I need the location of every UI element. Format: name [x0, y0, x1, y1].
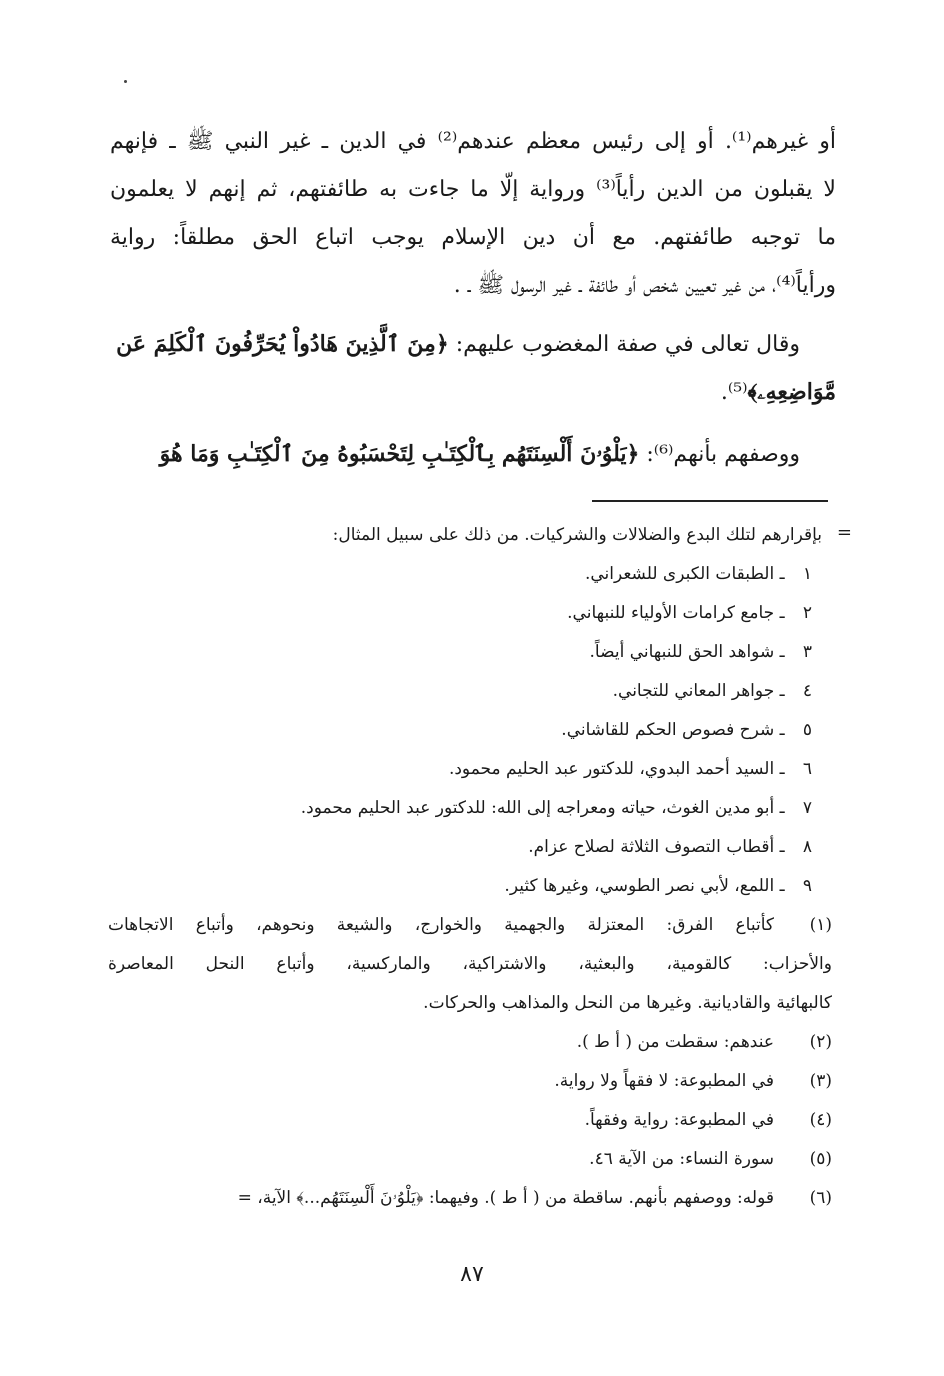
list-number: ٣ — [802, 642, 812, 662]
list-item — [108, 633, 832, 672]
continuation-mark: = — [836, 522, 852, 543]
footnote-text: كالبهائية والقاديانية. وغيرها من النحل والمذاهب والحركات. — [423, 993, 832, 1013]
footnote-number: (٤) — [809, 1110, 832, 1130]
main-text-line: لا يقبلون من الدين رأياً⁽³⁾ ورواية إلّا ما جاءت به طائفتهم، ثم إنهم لا يعلمون — [110, 177, 836, 202]
list-text: ـ جامع كرامات الأولياء للنبهاني. — [567, 603, 785, 623]
paragraph-lead: ووصفهم بأنهم⁽⁶⁾: — [639, 442, 800, 467]
list-number: ٨ — [802, 837, 812, 857]
list-number: ١ — [802, 564, 812, 584]
notes-intro: بإقرارهم لتلك البدع والضلالات والشركيات. من ذلك على سبيل المثال: — [332, 525, 822, 545]
main-text — [110, 118, 836, 478]
footnote-text: والأحزاب: كالقومية، والبعثية، والاشتراكية، والماركسية، وأتباع النحل المعاصرة — [108, 954, 832, 974]
list-item — [108, 750, 832, 789]
list-text: ـ جواهر المعاني للتجاني. — [612, 681, 785, 701]
list-text: ـ الطبقات الكبرى للشعراني. — [584, 564, 785, 584]
list-item — [108, 828, 832, 867]
footnote-6 — [108, 1179, 832, 1218]
footnote-number: (١) — [809, 915, 832, 935]
list-item — [108, 711, 832, 750]
list-text: ـ السيد أحمد البدوي، للدكتور عبد الحليم محمود. — [448, 759, 785, 779]
list-item — [108, 867, 832, 906]
paragraph-lead: وقال تعالى في صفة المغضوب عليهم: — [448, 332, 800, 357]
list-text: ـ اللمع، لأبي نصر الطوسي، وغيرها كثير. — [504, 876, 785, 896]
footnote-number: (٣) — [809, 1071, 832, 1091]
footnote-separator — [592, 500, 828, 502]
list-text: ـ أقطاب التصوف الثلاثة لصلاح عزام. — [528, 837, 785, 857]
main-text-line: ما توجبه طائفتهم. مع أن دين الإسلام يوجب اتباع الحق مطلقاً: رواية — [110, 225, 836, 250]
list-text: ـ أبو مدين الغوث، حياته ومعراجه إلى الله: للدكتور عبد الحليم محمود. — [300, 798, 785, 818]
footnote-number: (٦) — [809, 1188, 832, 1208]
footnote-1 — [108, 906, 832, 945]
list-number: ٥ — [802, 720, 812, 740]
footnote-text: قوله: ووصفهم بأنهم. ساقطة من ( أ ط ). وفيهما: ﴿يَلْوُۥنَ أَلْسِنَتَهُم...﴾ الآية، = — [237, 1188, 774, 1208]
list-number: ٢ — [802, 603, 812, 623]
ink-speck — [124, 80, 127, 83]
footnote-4 — [108, 1101, 832, 1140]
paragraph-quote-2 — [110, 430, 836, 478]
quran-verse: مَّوَاضِعِهِۦ﴾ — [747, 379, 836, 405]
list-number: ٦ — [802, 759, 812, 779]
footnote-text: عندهم: سقطت من ( أ ط ). — [576, 1032, 774, 1052]
list-text: ـ شرح فصوص الحكم للقاشاني. — [561, 720, 785, 740]
list-item — [108, 672, 832, 711]
footnote-5 — [108, 1140, 832, 1179]
footnotes-section — [108, 516, 832, 1218]
list-item — [108, 594, 832, 633]
quran-verse: ﴿مِنَ ٱلَّذِينَ هَادُواْ يُحَرِّفُونَ ٱلْكَلِمَ عَن — [116, 331, 449, 357]
list-number: ٤ — [802, 681, 812, 701]
main-text-line: أو غيرهم⁽¹⁾. أو إلى رئيس معظم عندهم⁽²⁾ في الدين ـ غير النبي ﷺ ـ فإنهم — [110, 129, 836, 154]
footnote-number: (٥) — [809, 1149, 832, 1169]
footnote-text: في المطبوعة: لا فقهاً ولا رواية. — [554, 1071, 774, 1091]
list-item — [108, 555, 832, 594]
list-text: ـ شواهد الحق للنبهاني أيضاً. — [589, 642, 785, 662]
paragraph-quote-1-cont — [110, 368, 836, 416]
quran-verse: ﴿يَلْوُۥنَ أَلْسِنَتَهُم بِٱلْكِتَـٰبِ لِتَحْسَبُوهُ مِنَ ٱلْكِتَـٰبِ وَمَا هُوَ — [159, 441, 640, 467]
footnote-number: (٢) — [809, 1032, 832, 1052]
list-item — [108, 789, 832, 828]
list-number: ٩ — [802, 876, 812, 896]
footnote-text: سورة النساء: من الآية ٤٦. — [589, 1149, 774, 1169]
footnote-text: في المطبوعة: رواية وفقهاً. — [584, 1110, 774, 1130]
footnote-text: كأتباع الفرق: المعتزلة والجهمية والخوارج، والشيعة ونحوهم، وأتباع الاتجاهات — [108, 915, 774, 935]
list-number: ٧ — [802, 798, 812, 818]
footnote-ref: ⁽⁵⁾. — [720, 380, 748, 405]
footnote-2 — [108, 1023, 832, 1062]
footnote-3 — [108, 1062, 832, 1101]
page-number: ٨٧ — [460, 1262, 484, 1287]
paragraph-quote-1 — [110, 320, 836, 368]
main-text-line: ورأياً⁽⁴⁾، من غير تعيين شخص أو طائفة ـ غير الرسول ﷺ ـ . — [453, 273, 836, 298]
